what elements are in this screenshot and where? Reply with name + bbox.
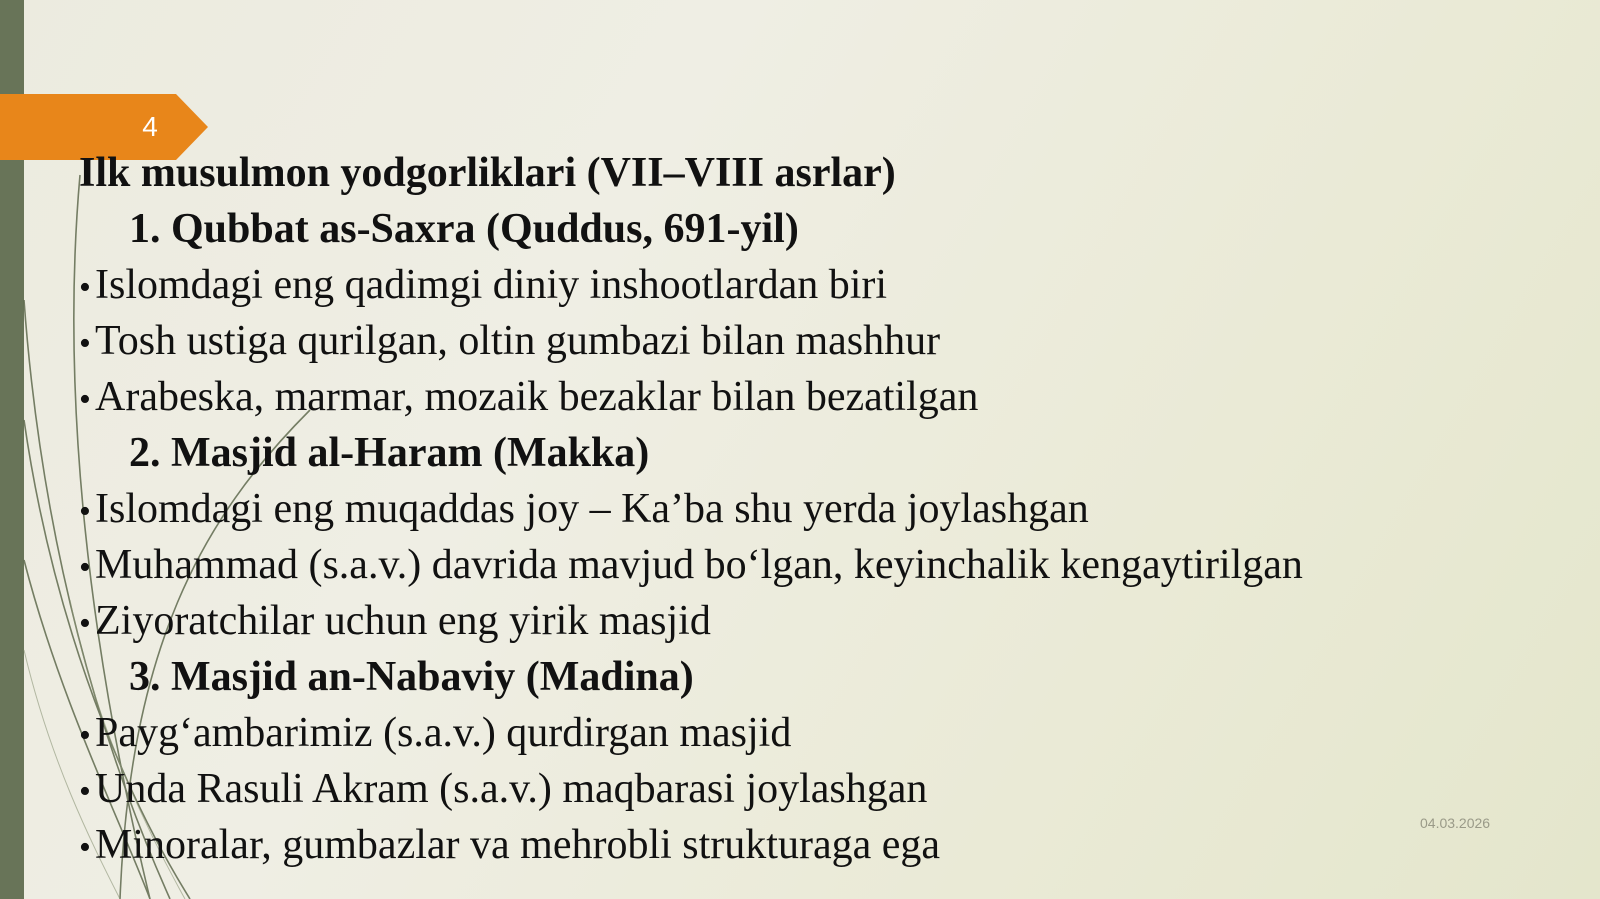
bullet-icon: • <box>79 381 91 418</box>
section-heading-3: 3. Masjid an-Nabaviy (Madina) <box>129 654 694 700</box>
bullet-item: •Ziyoratchilar uchun eng yirik masjid <box>79 593 1559 649</box>
bullet-item: •Tosh ustiga qurilgan, oltin gumbazi bilan mashhur <box>79 313 1559 369</box>
bullet-icon: • <box>79 773 91 810</box>
bullet-item: •Muhammad (s.a.v.) davrida mavjud bo‘lgan, keyinchalik kengaytirilgan <box>79 537 1559 593</box>
bullet-icon: • <box>79 605 91 642</box>
bullet-icon: • <box>79 325 91 362</box>
bullet-icon: • <box>79 829 91 866</box>
bullet-item: •Arabeska, marmar, mozaik bezaklar bilan bezatilgan <box>79 369 1559 425</box>
bullet-item: •Islomdagi eng muqaddas joy – Ka’ba shu yerda joylashgan <box>79 481 1559 537</box>
bullet-item: •Unda Rasuli Akram (s.a.v.) maqbarasi joylashgan <box>79 761 1559 817</box>
bullet-item: •Minoralar, gumbazlar va mehrobli strukturaga ega <box>79 817 1559 873</box>
slide-content <box>79 145 1559 873</box>
slide-number: 4 <box>142 111 158 142</box>
section-heading-2: 2. Masjid al-Haram (Makka) <box>129 430 650 476</box>
bullet-icon: • <box>79 717 91 754</box>
slide-date: 04.03.2026 <box>1420 815 1491 831</box>
bullet-icon: • <box>79 269 91 306</box>
bullet-icon: • <box>79 493 91 530</box>
slide-title: Ilk musulmon yodgorliklari (VII–VIII asrlar) <box>79 150 896 196</box>
bullet-item: •Payg‘ambarimiz (s.a.v.) qurdirgan masjid <box>79 705 1559 761</box>
bullet-icon: • <box>79 549 91 586</box>
section-heading-1: 1. Qubbat as-Saxra (Quddus, 691-yil) <box>129 206 799 252</box>
bullet-item: •Islomdagi eng qadimgi diniy inshootlardan biri <box>79 257 1559 313</box>
